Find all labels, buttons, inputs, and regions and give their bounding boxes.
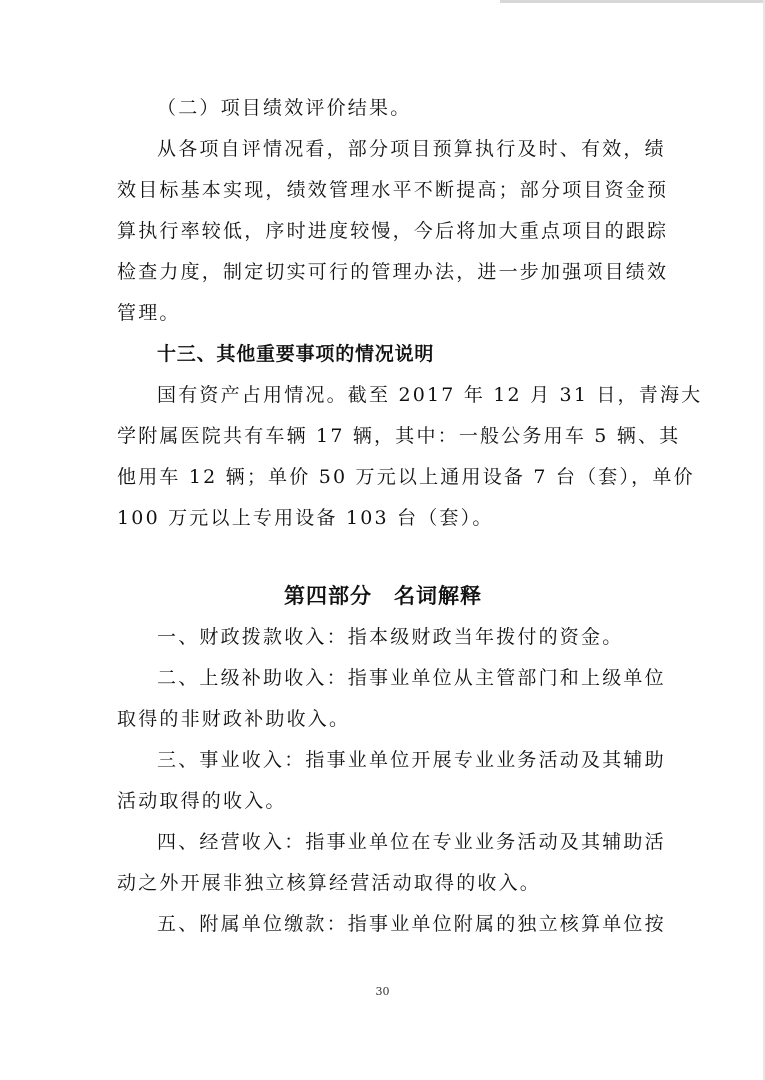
- section-title: 十三、其他重要事项的情况说明: [157, 343, 435, 365]
- text-line: 算执行率较低，序时进度较慢，今后将加大重点项目的跟踪: [117, 220, 669, 242]
- part-heading: 第四部分 名词解释: [284, 584, 482, 608]
- text-line: 学附属医院共有车辆 17 辆，其中：一般公务用车 5 辆、其: [117, 425, 681, 447]
- document-body: [117, 88, 703, 945]
- text-line: 他用车 12 辆；单价 50 万元以上通用设备 7 台（套），单价: [117, 466, 695, 488]
- text-line: 管理。: [117, 302, 181, 324]
- text-line: 四、经营收入：指事业单位在专业业务活动及其辅助活: [157, 831, 666, 853]
- spacer: [117, 539, 649, 575]
- paragraph: [117, 375, 703, 539]
- text-line: 国有资产占用情况。截至 2017 年 12 月 31 日，青海大: [157, 384, 703, 406]
- text-line: 100 万元以上专用设备 103 台（套）。: [117, 507, 494, 529]
- text-line: 二、上级补助收入：指事业单位从主管部门和上级单位: [157, 667, 666, 689]
- text-line: （二）项目绩效评价结果。: [157, 97, 412, 119]
- text-line: 五、附属单位缴款：指事业单位附属的独立核算单位按: [157, 913, 666, 935]
- page-number: 30: [375, 985, 390, 998]
- paragraph: [117, 88, 649, 129]
- definition-item: [117, 658, 666, 740]
- definition-item: [117, 904, 666, 945]
- text-line: 一、财政拨款收入：指本级财政当年拨付的资金。: [157, 626, 624, 648]
- text-line: 效目标基本实现，绩效管理水平不断提高；部分项目资金预: [117, 179, 669, 201]
- paragraph: [117, 129, 669, 334]
- text-line: 检查力度，制定切实可行的管理办法，进一步加强项目绩效: [117, 261, 669, 283]
- text-line: 活动取得的收入。: [117, 790, 287, 812]
- text-line: 取得的非财政补助收入。: [117, 708, 351, 730]
- page-top-edge: [500, 0, 765, 3]
- definition-item: [117, 822, 666, 904]
- text-line: 动之外开展非独立核算经营活动取得的收入。: [117, 872, 542, 894]
- definition-item: [117, 617, 649, 658]
- text-line: 从各项自评情况看，部分项目预算执行及时、有效，绩: [157, 138, 666, 160]
- definition-item: [117, 740, 666, 822]
- text-line: 三、事业收入：指事业单位开展专业业务活动及其辅助: [157, 749, 666, 771]
